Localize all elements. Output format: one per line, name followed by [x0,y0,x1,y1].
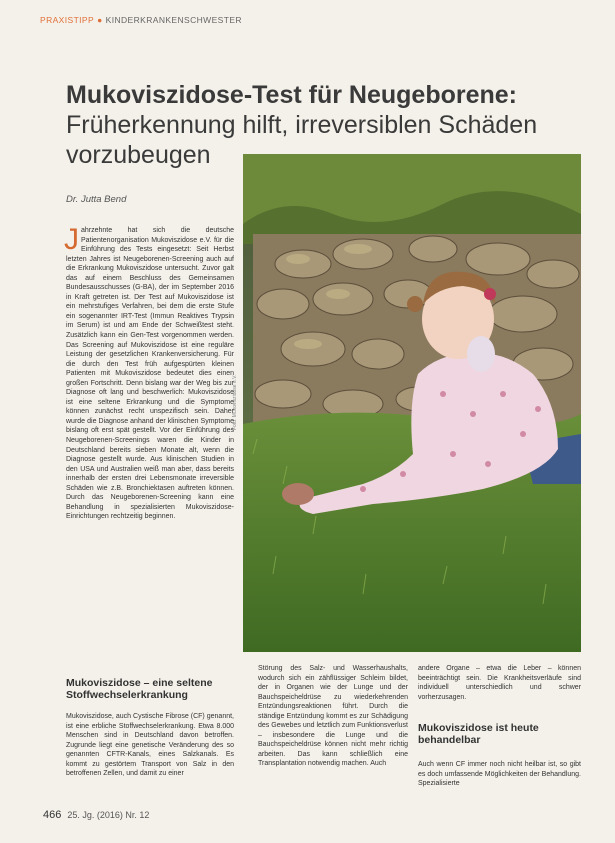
title-rest: Früherkennung hilft, irreversiblen Schäden vorzubeugen [66,111,538,169]
intro-paragraph [64,223,234,522]
title-line-1: Mukoviszidose-Test für Neugeborene: [66,81,517,109]
subheading-1: Mukoviszidose – eine seltene Stoffwechselerkrankung [66,677,213,701]
section-header [40,15,242,25]
section-label: PRAXISTIPP [40,15,95,25]
section2-text: Auch wenn CF immer noch nicht heilbar ist, so gibt es doch umfassende Möglichkeiten der Behandlung. Spezialisierte [418,761,581,787]
issue-info: 25. Jg. (2016) Nr. 12 [67,810,150,820]
page-footer [43,809,149,821]
column-2-text: Störung des Salz- und Wasserhaushalts, wodurch sich ein zähflüssiger Schleim bildet, der in Organen wie der Lunge und der Bauchspeicheldrüse zu wiederkehrenden Entzündungsreaktionen führt. Durch die ständige Entzündung kommt es zur Schädigung des Gewebes und letztlich zum Funktionsverlust – insbesondere die Lunge und die Bauchspeicheldrüse können nicht mehr richtig arbeiten. Das kann schließlich eine Transplantation notwendig machen. Auch [258,665,408,767]
photo-girl-on-grass [243,154,581,652]
section1-text: Mukoviszidose, auch Cystische Fibrose (CF) genannt, ist eine erbliche Stoffwechselerkrankung. Etwa 8.000 Menschen sind in Deutschland davon betroffen. Zugrunde liegt eine genetische Veränderung des so genannten CFTR-Kanals, eines Salzkanals. Es kommt zu gestörtem Transport von Salz in den betroffenen Zellen, und damit zu einer [66,713,234,777]
drop-cap: J [64,223,79,256]
author-byline: Dr. Jutta Bend [66,194,127,205]
separator-dot: ● [97,15,103,25]
subheading-2: Mukoviszidose ist heute behandelbar [418,722,539,746]
intro-text: ahrzehnte hat sich die deutsche Patientenorganisation Mukoviszidose e.V. für die Einführung des Tests eingesetzt: Seit Herbst letzten Jahres ist Neugeborenen-Screening auch auf die Erkrankung Mukoviszidose untersucht. Zuvor galt das auf einem Beschluss des Gemeinsamen Bundesausschusses (G-BA), der im September 2016 in Kraft getreten ist. Der Test auf Mukoviszidose ist ein mehrstufiges Verfahren, bei dem die erste Stufe ein sogenannter IRT-Test (Immun Reaktives Trypsin im Serum) ist und am Ende der Schweißtest steht. Zusätzlich kann ein Gen-Test vorgenommen werden. Das Screening auf Mukoviszidose ist eine reguläre Leistung der gesetzlichen Krankenversicherung. Für die durch den Test früh aufgespürten kleinen Patienten mit Mukoviszidose bedeutet dies einen großen Fortschritt. Denn bislang war der Weg bis zur Diagnose oft lang und beschwerlich: Mukoviszidose ist eine seltene Erkrankung und die Symptome können zunächst recht unspezifisch sein. Daher wurde die Diagnose anhand der klinischen Symptome bislang oft erst spät gestellt. Vor der Einführung des Neugeborenen-Screenings waren die Kinder in Deutschland bereits sieben Monate alt, wenn die Diagnose gestellt wurde. Aus klinischen Studien in den USA und Australien weiß man aber, dass bereits innerhalb der ersten drei Lebensmonate irreversible Schäden wie z.B. Bronchiektasen auftreten können. Durch das Neugeborenen-Screening kann eine Behandlung in spezialisierten Mukoviszidose-Einrichtungen rechtzeitig beginnen. [66,227,234,521]
intro-column [64,223,234,522]
subsection-label: KINDERKRANKENSCHWESTER [105,15,242,25]
column-3-text: andere Organe – etwa die Leber – können beeinträchtigt sein. Die Krankheitsverläufe sind individuell unterschiedlich und schwer vorherzusagen. [418,665,581,701]
article-photo [243,154,581,652]
page-number: 466 [43,809,62,821]
photo-credit: Foto: Mukoviszidose e.V. [232,374,238,430]
